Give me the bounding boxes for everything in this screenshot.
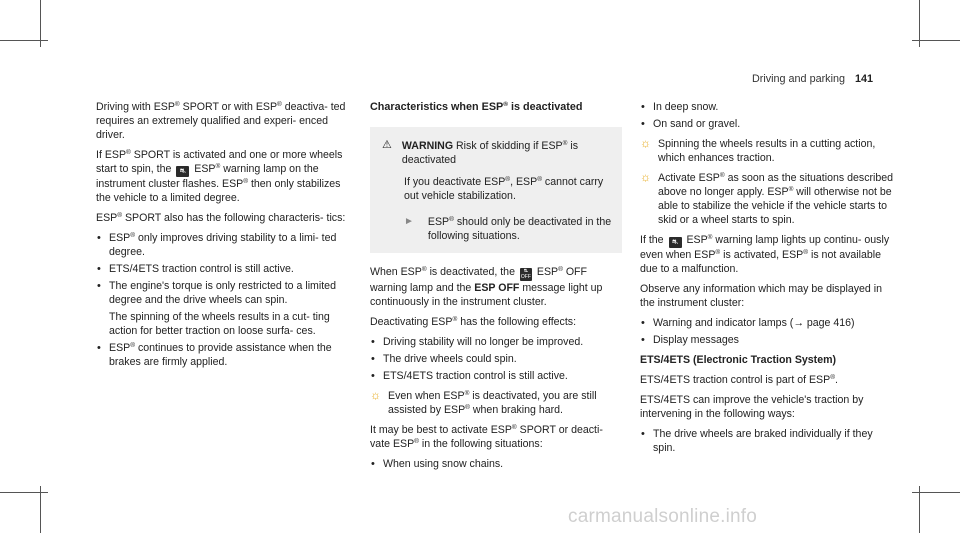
paragraph: It may be best to activate ESP® SPORT or deacti- vate ESP® in the following situations: [370,424,603,450]
list-item: • The engine's torque is only restricted to a limited degree and the drive wheels can spin. The spinning of the wheels results in a cut- ting action for better traction on loose surfa- ces. [96,279,346,338]
arrow-right-icon: ► [404,216,414,227]
column-3 [640,100,894,461]
info-bulb-icon: ☼ [640,170,651,184]
bullet-list [640,316,894,347]
bullet-list [640,427,894,455]
paragraph: ETS/4ETS traction control is part of ESP®. [640,374,838,386]
bullet-list [370,457,622,471]
section-title: Driving and parking [751,73,845,85]
list-item: • ETS/4ETS traction control is still active. [370,369,622,383]
paragraph: If ESP® SPORT is activated and one or more wheels start to spin, the ⛐ ESP® warning lamp on the instrument cluster flashes. ESP® then only stabilizes the vehicle to a limited degree. [96,149,343,204]
list-item: • In deep snow. [640,100,894,114]
esp-off-lamp-icon: ⛐ OFF [520,268,531,280]
paragraph: ESP® SPORT also has the following characteris- tics: [96,212,346,224]
warning-label: WARNING [401,140,454,152]
esp-warning-lamp-icon: ⛐ [176,166,189,177]
crop-mark [40,486,41,533]
paragraph: Observe any information which may be displayed in the instrument cluster: [640,283,883,309]
bullet-list [640,100,894,131]
list-item: • Display messages [640,333,894,347]
column-2 [370,100,622,477]
warning-body: If you deactivate ESP®, ESP® cannot carry out vehicle stabilization. [404,176,604,202]
list-item: • Warning and indicator lamps (→ page 416) [640,316,894,330]
crop-mark [919,486,920,533]
bullet-list [370,335,622,383]
list-item: • ETS/4ETS traction control is still active. [96,262,346,276]
paragraph: Driving with ESP® SPORT or with ESP® deactiva- ted requires an extremely qualified and experi- enced driver. [96,101,346,141]
note: ☼ Activate ESP® as soon as the situations described above no longer apply. ESP® will otherwise not be able to stabilize the vehicle if the vehicle starts to skid or a wheel starts to spin. [640,170,894,226]
list-item: • ESP® continues to provide assistance when the brakes are firmly applied. [96,341,346,369]
list-item: • On sand or gravel. [640,117,894,131]
note: ☼ Even when ESP® is deactivated, you are still assisted by ESP® when braking hard. [370,388,597,416]
warning-title: Risk of skidding if ESP® is deactivated [401,140,578,166]
warning-triangle-icon: ⚠ [382,139,392,151]
warning-action: ESP® should only be deactivated in the following situations. [427,216,612,242]
subheading: ETS/4ETS (Electronic Traction System) [640,354,837,366]
paragraph: If the ⛐ ESP® warning lamp lights up continu- ously even when ESP® is activated, ESP® is not available due to a malfunction. [640,234,890,275]
column-1 [96,100,346,375]
crop-mark [0,492,48,493]
list-item: • Driving stability will no longer be improved. [370,335,622,349]
watermark: carmanualsonline.info [568,506,758,527]
page-number: 141 [854,73,873,85]
section-heading: Characteristics when ESP® is deactivated [370,101,583,113]
paragraph: Deactivating ESP® has the following effects: [370,316,577,328]
warning-box [370,127,622,253]
list-item: • ESP® only improves driving stability to a limi- ted degree. [96,231,346,259]
crop-mark [912,492,960,493]
note: ☼ Spinning the wheels results in a cutting action, which enhances traction. [640,136,876,164]
crop-mark [912,40,960,41]
paragraph: When ESP® is deactivated, the ⛐ OFF ESP® OFF warning lamp and the ESP OFF message light up continuously in the instrument cluster. [370,266,603,308]
list-item: • When using snow chains. [370,457,622,471]
info-bulb-icon: ☼ [370,388,381,402]
esp-warning-lamp-icon: ⛐ [669,237,682,248]
list-item: • The drive wheels could spin. [370,352,622,366]
bullet-list [96,231,346,369]
list-item: • The drive wheels are braked individually if they spin. [640,427,894,455]
crop-mark [0,40,48,41]
info-bulb-icon: ☼ [640,136,651,150]
paragraph: ETS/4ETS can improve the vehicle's traction by intervening in the following ways: [640,394,864,420]
running-header [752,72,873,86]
